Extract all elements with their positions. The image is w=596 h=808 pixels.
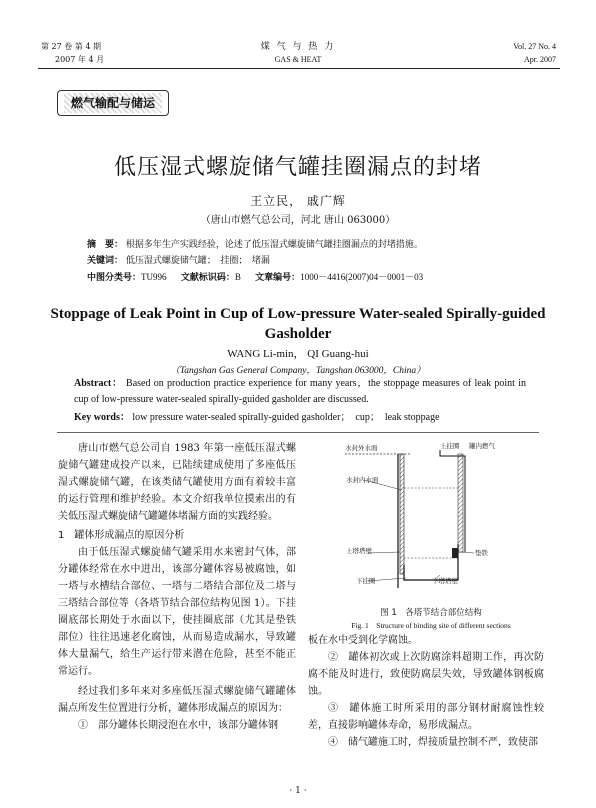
article-number: 1000－4416(2007)04－0001－03 <box>300 272 424 282</box>
section-heading: 1 罐体形成漏点的原因分析 <box>58 530 185 541</box>
paper-title-en: Stoppage of Leak Point in Cup of Low-pressure Water-sealed Spirally-guided Gasholder <box>50 306 546 342</box>
section-tag <box>57 90 169 116</box>
header-volume-cn: 第 27 卷 第 4 期 <box>41 42 101 51</box>
label-outer-water: 水封外水面 <box>345 444 378 452</box>
body-left-column <box>58 440 296 734</box>
abstract-en-label: Abstract： <box>74 378 123 389</box>
doc-code-label: 文献标识码： <box>180 273 235 283</box>
keywords-cn: 低压湿式螺旋储气罐； 挂圈； 堵漏 <box>125 256 270 266</box>
abstract-rule <box>57 432 539 433</box>
paper-title-cn: 低压湿式螺旋储气罐挂圈漏点的封堵 <box>113 155 482 180</box>
body-paragraph: 由于低压湿式螺旋储气罐采用水来密封气体，部分罐体经常在水中进出，该部分罐体容易被腐蚀，如一塔与水槽结合部位、一塔与二塔结合部位及二塔与三塔结合部位等（各塔节结合部位结构见图 1）。下挂圈底部长期处于水面以下，使挂圈底部（尤其是垫铁部位）往往迅速老化腐蚀，从而易造成漏水，导致罐体大量漏气，给生产运行带来潜在危险，甚至不能正常运行。 <box>58 547 296 677</box>
label-lower-wall: 下塔塔壁 <box>432 577 458 585</box>
page-number: · 1 · <box>289 786 307 796</box>
header-volume-en: Vol. 27 No. 4 <box>513 42 556 51</box>
article-number-label: 文章编号： <box>255 273 301 283</box>
body-paragraph: ① 部分罐体长期浸泡在水中，该部分罐体钢 <box>78 720 278 731</box>
authors-en: WANG Li-min， QI Guang-hui <box>227 348 369 360</box>
body-paragraph: 经过我们多年来对多座低压湿式螺旋储气罐罐体漏点所发生位置进行分析，罐体形成漏点的原因为： <box>58 686 296 714</box>
label-upper-cup: 上挂圈 <box>440 442 460 450</box>
label-gas-inside: 罐内燃气 <box>469 442 495 450</box>
figure-caption-en: Fig. 1 Structure of binding site of different sections <box>351 621 511 630</box>
header-date-cn: 2007 年 4 月 <box>55 55 105 64</box>
abstract-cn <box>87 237 527 286</box>
body-paragraph: ③ 罐体施工时所采用的部分钢材耐腐蚀性较差，直接影响罐体寿命，易形成漏点。 <box>308 703 544 731</box>
clc-label: 中图分类号： <box>87 273 142 283</box>
figure-1 <box>340 440 530 595</box>
keywords-en: low pressure water-sealed spirally-guided gasholder； cup； leak stoppage <box>132 412 440 423</box>
body-paragraph: ② 罐体初次或上次防腐涂料超期工作，再次防腐不能及时进行，致使防腐层失效，导致罐体钢板腐蚀。 <box>308 652 544 697</box>
body-paragraph: ④ 储气罐施工时，焊接质量控制不严，致使部 <box>328 737 538 748</box>
abstract-en <box>74 376 526 408</box>
abstract-en-text: Based on production practice experience for many years，the stoppage measures of leak point in cup of low-pressure water-sealed spirally-guided gasholder are discussed. <box>74 378 527 405</box>
authors-cn: 王立民， 戚广辉 <box>250 194 346 208</box>
abstract-cn-text: 根据多年生产实践经验，论述了低压湿式螺旋储气罐挂圈漏点的封堵措施。 <box>125 240 423 250</box>
keywords-cn-label: 关键词： <box>87 256 124 266</box>
body-right-column <box>308 632 544 751</box>
affiliation-cn: （唐山市燃气总公司，河北 唐山 063000） <box>200 215 396 226</box>
header-date-en: Apr. 2007 <box>524 55 556 64</box>
header-journal-en: GAS & HEAT <box>274 55 322 64</box>
abstract-cn-label: 摘 要： <box>87 240 124 250</box>
header-journal-cn: 煤 气 与 热 力 <box>260 42 336 52</box>
affiliation-en: （Tangshan Gas General Company，Tangshan 063000，China） <box>170 366 426 376</box>
section-tag-label: 燃气输配与储运 <box>70 96 155 110</box>
label-pad-iron: 垫铁 <box>475 549 488 557</box>
label-lower-cup: 下挂圈 <box>356 577 376 585</box>
clc-number: TU996 <box>141 272 167 282</box>
label-inner-water: 水封内水面 <box>346 476 379 484</box>
label-upper-wall: 上塔塔壁 <box>346 547 372 555</box>
body-paragraph: 唐山市燃气总公司自 1983 年第一座低压湿式螺旋储气罐建成投产以来，已陆续建成使用了多座低压湿式螺旋储气罐，在该类储气罐使用方面有着较丰富的运行管理和维护经验。本文介绍我单位摸索出的有关低压湿式螺旋储气罐罐体堵漏方面的实践经验。 <box>58 443 296 522</box>
gasholder-section-diagram <box>340 440 530 595</box>
header-rule <box>38 68 560 69</box>
body-paragraph: 板在水中受到化学腐蚀。 <box>308 635 418 646</box>
keywords-en-label: Key words： <box>74 412 130 423</box>
doc-code: B <box>234 272 241 282</box>
figure-caption-cn: 图 1 各塔节结合部位结构 <box>380 608 482 618</box>
keywords-en-line <box>74 410 526 426</box>
